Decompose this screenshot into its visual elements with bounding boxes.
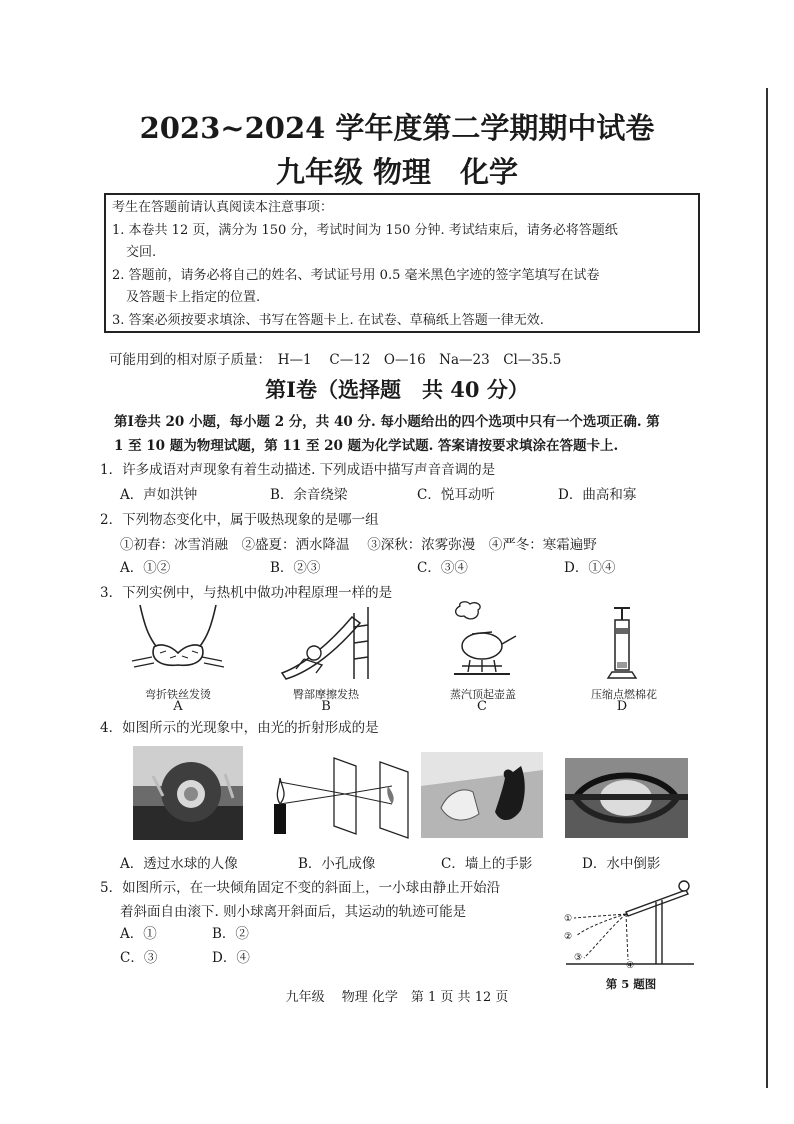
- kettle-figure: [440, 600, 522, 682]
- path-mark-3: ③: [574, 953, 583, 963]
- page-edge-line: [766, 88, 768, 1088]
- q1-option-d: D．曲高和寡: [558, 487, 637, 503]
- section-title: 第Ⅰ卷（选择题 共 40 分）: [265, 377, 529, 402]
- q2-items: ①初春：冰雪消融 ②盛夏：洒水降温 ③深秋：浓雾弥漫 ④严冬：寒霜遍野: [120, 537, 597, 553]
- notice-line-4: 及答题卡上指定的位置.: [126, 290, 261, 306]
- reflection-photo: [565, 758, 688, 838]
- q4-option-a: A．透过水球的人像: [120, 856, 238, 872]
- q5-option-b: B．②: [212, 926, 249, 942]
- q3-caption-c: 蒸汽顶起壶盖: [450, 688, 516, 701]
- notice-box: [104, 193, 700, 333]
- q3-letter-c: C: [477, 699, 487, 714]
- q1-option-c: C．悦耳动听: [417, 487, 495, 503]
- q3-letter-a: A: [173, 699, 183, 714]
- q3-caption-a: 弯折铁丝发烫: [145, 688, 211, 701]
- page-footer: 九年级 物理 化学 第 1 页 共 12 页: [285, 990, 509, 1005]
- notice-line-3: 2. 答题前，请务必将自己的姓名、考试证号用 0.5 毫米黑色字迹的签字笔填写在试卷: [112, 267, 600, 283]
- air-compression-figure: [606, 606, 638, 682]
- q5-option-c: C．③: [120, 950, 158, 966]
- water-ball-photo: [133, 746, 243, 840]
- q3-letter-b: B: [321, 699, 331, 714]
- q4-option-d: D．水中倒影: [582, 856, 661, 872]
- incline-trajectory-figure: [556, 876, 696, 972]
- q2-option-b: B．②③: [270, 560, 321, 576]
- bending-wire-figure: [130, 603, 226, 681]
- q5-option-d: D．④: [212, 950, 250, 966]
- q1-option-a: A．声如洪钟: [120, 487, 198, 503]
- notice-line-5: 3. 答案必须按要求填涂、书写在答题卡上. 在试卷、草稿纸上答题一律无效.: [112, 312, 544, 328]
- q4-option-c: C．墙上的手影: [441, 856, 533, 872]
- q2-stem: 2．下列物态变化中，属于吸热现象的是哪一组: [100, 512, 379, 528]
- section-intro-line-2: 1 至 10 题为物理试题，第 11 至 20 题为化学试题. 答案请按要求填涂在答题卡上.: [114, 438, 619, 454]
- q4-option-b: B．小孔成像: [298, 856, 376, 872]
- q5-option-a: A．①: [120, 926, 157, 942]
- path-mark-1: ①: [564, 914, 573, 924]
- notice-line-2: 交回.: [126, 245, 157, 261]
- q5-stem-line-2: 着斜面自由滚下. 则小球离开斜面后，其运动的轨迹可能是: [120, 904, 467, 920]
- q2-option-a: A．①②: [120, 560, 171, 576]
- hand-shadow-photo: [421, 752, 543, 838]
- notice-line-1: 1. 本卷共 12 页，满分为 150 分，考试时间为 150 分钟. 考试结束后，请务必将答题纸: [112, 222, 618, 238]
- path-mark-4: ④: [626, 961, 635, 971]
- q1-stem: 1．许多成语对声现象有着生动描述. 下列成语中描写声音音调的是: [100, 462, 496, 478]
- q3-caption-d: 压缩点燃棉花: [591, 688, 657, 701]
- q4-stem: 4．如图所示的光现象中，由光的折射形成的是: [100, 720, 379, 736]
- q5-stem-line-1: 5．如图所示，在一块倾角固定不变的斜面上，一小球由静止开始沿: [100, 880, 501, 896]
- section-intro: [114, 410, 704, 458]
- q5-figure-caption: 第 5 题图: [605, 977, 657, 991]
- q3-stem: 3．下列实例中，与热机中做功冲程原理一样的是: [100, 585, 393, 601]
- notice-heading: 考生在答题前请认真阅读本注意事项：: [112, 200, 334, 215]
- path-mark-2: ②: [564, 932, 573, 942]
- slide-figure: [274, 603, 378, 681]
- q3-letter-d: D: [616, 699, 628, 714]
- atomic-masses: 可能用到的相对原子质量： H—1 C—12 O—16 Na—23 Cl—35.5: [109, 352, 562, 368]
- pinhole-camera-figure: [268, 746, 415, 840]
- q3-caption-b: 臀部摩擦发热: [293, 688, 359, 701]
- section-intro-line-1: 第Ⅰ卷共 20 小题，每小题 2 分，共 40 分. 每小题给出的四个选项中只有一个选项正确. 第: [114, 414, 660, 430]
- exam-title: 2023~2024 学年度第二学期期中试卷: [139, 111, 655, 145]
- q2-option-c: C．③④: [417, 560, 468, 576]
- exam-subtitle: 九年级 物理 化学: [275, 155, 519, 189]
- q1-option-b: B．余音绕梁: [270, 487, 348, 503]
- q2-option-d: D．①④: [564, 560, 616, 576]
